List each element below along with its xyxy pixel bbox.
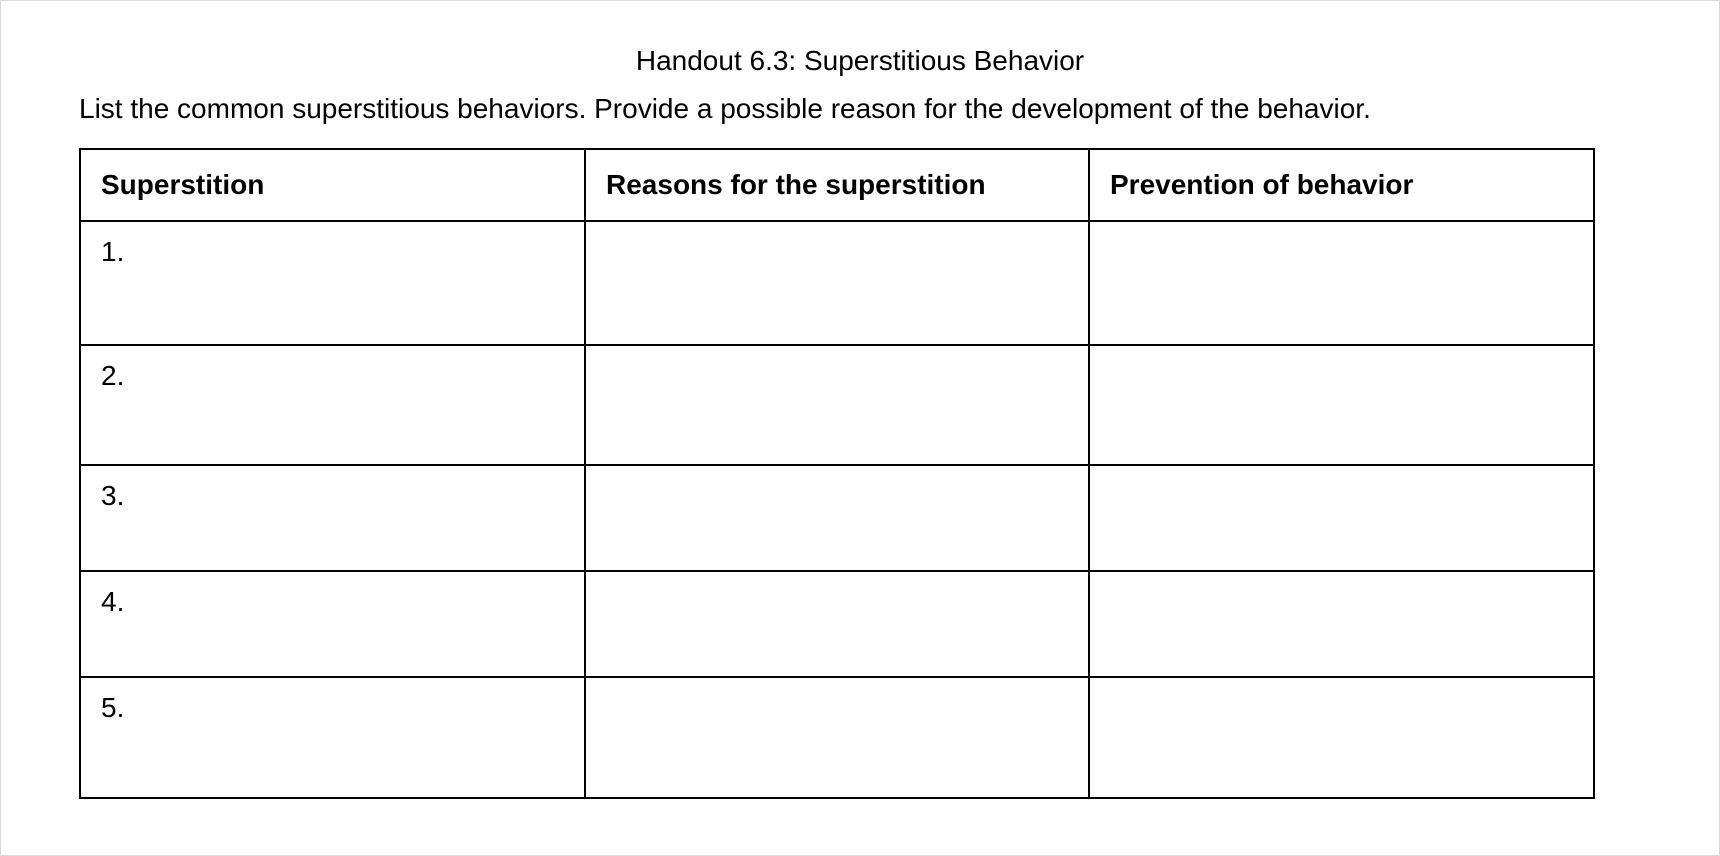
table-row xyxy=(80,465,1594,571)
reasons-cell[interactable] xyxy=(585,677,1089,798)
superstition-cell[interactable]: 1. xyxy=(80,221,585,345)
prevention-cell[interactable] xyxy=(1089,677,1594,798)
superstition-cell[interactable]: 2. xyxy=(80,345,585,465)
reasons-cell[interactable] xyxy=(585,221,1089,345)
table-row xyxy=(80,571,1594,677)
prevention-cell[interactable] xyxy=(1089,221,1594,345)
superstition-table xyxy=(79,148,1595,799)
reasons-cell[interactable] xyxy=(585,465,1089,571)
superstition-cell[interactable]: 5. xyxy=(80,677,585,798)
header-prevention: Prevention of behavior xyxy=(1089,149,1594,221)
prevention-cell[interactable] xyxy=(1089,345,1594,465)
table-header-row xyxy=(80,149,1594,221)
header-superstition: Superstition xyxy=(80,149,585,221)
reasons-cell[interactable] xyxy=(585,345,1089,465)
superstition-cell[interactable]: 4. xyxy=(80,571,585,677)
table-row xyxy=(80,345,1594,465)
prevention-cell[interactable] xyxy=(1089,571,1594,677)
prevention-cell[interactable] xyxy=(1089,465,1594,571)
handout-title: Handout 6.3: Superstitious Behavior xyxy=(635,45,1085,76)
table-row xyxy=(80,677,1594,798)
table-row xyxy=(80,221,1594,345)
reasons-cell[interactable] xyxy=(585,571,1089,677)
superstition-cell[interactable]: 3. xyxy=(80,465,585,571)
instructions-text: List the common superstitious behaviors. Provide a possible reason for the development of the behavior. xyxy=(79,93,1371,124)
header-reasons: Reasons for the superstition xyxy=(585,149,1089,221)
